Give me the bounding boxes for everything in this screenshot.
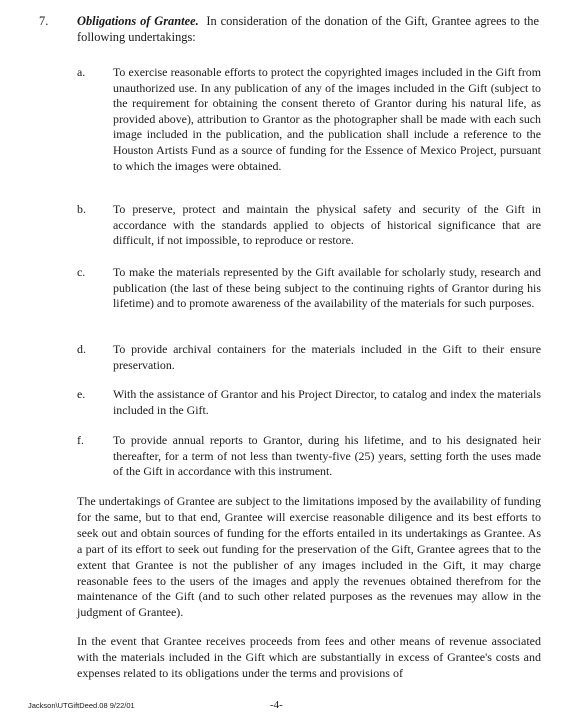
footer-page-number: -4-: [270, 699, 283, 711]
footer-file-reference: Jackson\UTGiftDeed.08 9/22/01: [28, 701, 135, 710]
section-heading: [77, 14, 539, 45]
item-label: d.: [77, 342, 86, 356]
section-number: 7.: [39, 14, 49, 28]
item-text: To make the materials represented by the Gift available for scholarly study, research and publication (the last of these being subject to the continuing rights of Grantor during his lifetime) and to promote awareness of the availability of the materials for such purposes.: [113, 265, 541, 311]
item-text: To preserve, protect and maintain the physical safety and security of the Gift in accordance with the standards applied to objects of historical significance that are difficult, if not impossible, to reproduce or restore.: [113, 202, 541, 248]
item-label: a.: [77, 65, 86, 79]
item-label: b.: [77, 202, 86, 216]
funding-paragraph: The undertakings of Grantee are subject to the limitations imposed by the availability of funding for the same, but to that end, Grantee will exercise reasonable diligence and its best efforts to seek out and obtain sources of funding for the efforts entailed in its undertakings as Grantee. As a part of its effort to seek out funding for the preservation of the Gift, Grantee agrees that to the extent that Grantee is not the publisher of any images included in the Gift, it may charge reasonable fees to the users of the images and apply the revenues obtained therefrom for the maintenance of the Gift (and to such other related purposes as the revenues may allow in the judgment of Grantee).: [77, 494, 541, 620]
section-intro: In consideration of the donation of the Gift, Grantee agrees to the following undertakings:: [77, 14, 539, 44]
item-text: To exercise reasonable efforts to protect the copyrighted images included in the Gift from unauthorized use. In any publication of any of the images included in the Gift (subject to the requirement for obtaining the consent thereto of Grantor during his natural life, as provided above), attribution to Grantor as the photographer shall be made with each such image included in the publication, and the publication shall include a reference to the Houston Artists Fund as a source of funding for the Essence of Mexico Project, pursuant to which the images were obtained.: [113, 65, 541, 173]
item-label: e.: [77, 387, 86, 401]
item-text: To provide annual reports to Grantor, during his lifetime, and to his designated heir thereafter, for a term of not less than twenty-five (25) years, setting forth the uses made of the Gift in accordance with this instrument.: [113, 433, 541, 479]
section-title: Obligations of Grantee.: [77, 14, 199, 28]
item-text: With the assistance of Grantor and his Project Director, to catalog and index the materials included in the Gift.: [113, 387, 541, 417]
item-text: To provide archival containers for the materials included in the Gift to their ensure preservation.: [113, 342, 541, 372]
item-label: c.: [77, 265, 86, 279]
item-label: f.: [77, 433, 84, 447]
revenue-paragraph: In the event that Grantee receives proceeds from fees and other means of revenue associated with the materials included in the Gift which are substantially in excess of Grantee's costs and expenses related to its obligations under the terms and provisions of: [77, 634, 541, 680]
